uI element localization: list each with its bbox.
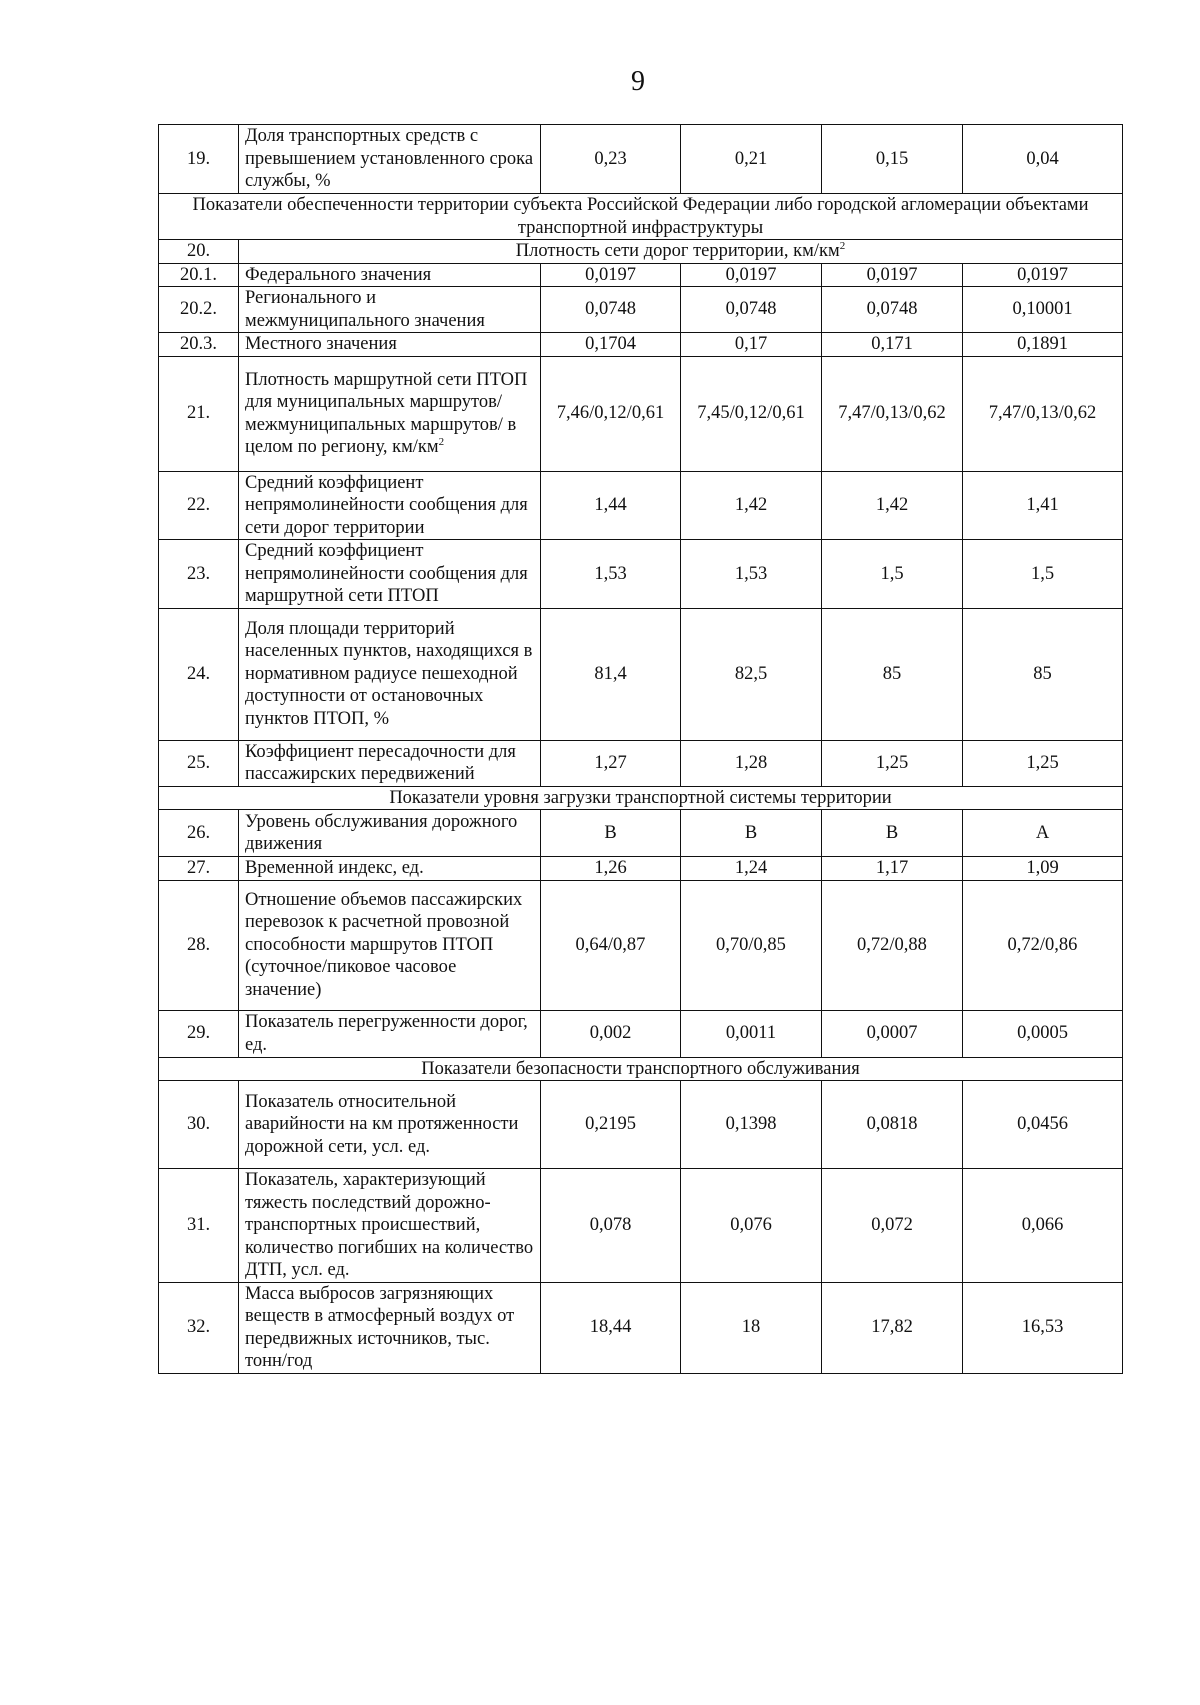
row-number: 22. [159, 471, 239, 540]
indicator-text: Средний коэффициент непрямолинейности сообщения для маршрутной сети ПТОП [245, 541, 528, 606]
row-number: 19. [159, 125, 239, 194]
value-cell: 1,27 [541, 740, 681, 786]
value-cell: 0,64/0,87 [541, 880, 681, 1010]
indicator-name [239, 540, 541, 609]
value-cell: 0,23 [541, 125, 681, 194]
indicator-name [239, 287, 541, 333]
value-cell: 1,24 [681, 857, 822, 881]
unit-superscript: 2 [438, 435, 445, 448]
value-cell: 85 [822, 608, 963, 740]
value-cell: 0,21 [681, 125, 822, 194]
table-row [159, 540, 1123, 609]
table-row [159, 333, 1123, 357]
row-number: 32. [159, 1282, 239, 1373]
value-cell: 18 [681, 1282, 822, 1373]
value-cell: 85 [963, 608, 1123, 740]
value-cell: 0,17 [681, 333, 822, 357]
value-cell: 1,09 [963, 857, 1123, 881]
indicator-name [239, 1169, 541, 1283]
indicators-table-body [159, 125, 1123, 1374]
subheader-text: Плотность сети дорог территории, км/км [515, 241, 840, 261]
section-title: Показатели обеспеченности территории субъекта Российской Федерации либо городской агломерации объектами транспортной инфраструктуры [159, 194, 1123, 240]
value-cell: 0,0748 [681, 287, 822, 333]
value-cell: 0,10001 [963, 287, 1123, 333]
indicator-text: Плотность маршрутной сети ПТОП для муниципальных маршрутов/ межмуниципальных маршрутов/ в целом по региону, км/км [245, 369, 528, 457]
indicator-name [239, 471, 541, 540]
table-row [159, 287, 1123, 333]
value-cell: 0,0748 [541, 287, 681, 333]
value-cell: 7,47/0,13/0,62 [963, 356, 1123, 471]
section-title: Показатели уровня загрузки транспортной системы территории [159, 786, 1123, 810]
indicator-text: Показатель относительной аварийности на км протяженности дорожной сети, усл. ед. [245, 1091, 519, 1157]
row-number: 25. [159, 740, 239, 786]
indicators-table [158, 124, 1123, 1374]
table-row [159, 810, 1123, 857]
table-row [159, 608, 1123, 740]
section-header-row [159, 1057, 1123, 1081]
value-cell: 1,25 [963, 740, 1123, 786]
value-cell: B [541, 810, 681, 857]
row-number: 20.2. [159, 287, 239, 333]
value-cell: 16,53 [963, 1282, 1123, 1373]
value-cell: 1,26 [541, 857, 681, 881]
value-cell: 0,0197 [822, 263, 963, 287]
row-number: 31. [159, 1169, 239, 1283]
section-header-row [159, 786, 1123, 810]
value-cell: 1,44 [541, 471, 681, 540]
indicator-name [239, 263, 541, 287]
value-cell: 1,42 [681, 471, 822, 540]
value-cell: 0,0818 [822, 1081, 963, 1169]
indicator-text: Средний коэффициент непрямолинейности сообщения для сети дорог территории [245, 472, 528, 538]
value-cell: 1,5 [963, 540, 1123, 609]
table-row [159, 857, 1123, 881]
value-cell: 1,25 [822, 740, 963, 786]
indicator-text: Уровень обслуживания дорожного движения [245, 811, 518, 854]
indicator-text: Временной индекс, ед. [245, 858, 424, 878]
row-number: 20.1. [159, 263, 239, 287]
value-cell: A [963, 810, 1123, 857]
row-number: 24. [159, 608, 239, 740]
value-cell: 0,0456 [963, 1081, 1123, 1169]
value-cell: 1,53 [541, 540, 681, 609]
value-cell: 7,46/0,12/0,61 [541, 356, 681, 471]
indicator-name [239, 880, 541, 1010]
indicator-name [239, 810, 541, 857]
indicator-name [239, 1010, 541, 1057]
section-header-row [159, 194, 1123, 240]
row-number: 20. [159, 240, 239, 264]
value-cell: 7,45/0,12/0,61 [681, 356, 822, 471]
value-cell: 82,5 [681, 608, 822, 740]
page-number: 9 [631, 66, 645, 97]
value-cell: 81,4 [541, 608, 681, 740]
row-number: 27. [159, 857, 239, 881]
indicator-name [239, 356, 541, 471]
subheader-title [239, 240, 1123, 264]
indicator-text: Федерального значения [245, 264, 432, 285]
table-row [159, 1010, 1123, 1057]
indicator-name [239, 740, 541, 786]
indicator-text: Отношение объемов пассажирских перевозок к расчетной провозной способности маршрутов ПТОП (суточное/пиковое часовое значение) [245, 889, 523, 1000]
value-cell: 0,0748 [822, 287, 963, 333]
value-cell: 0,0197 [963, 263, 1123, 287]
value-cell: 0,066 [963, 1169, 1123, 1283]
value-cell: 0,70/0,85 [681, 880, 822, 1010]
value-cell: 0,0007 [822, 1010, 963, 1057]
value-cell: 0,0011 [681, 1010, 822, 1057]
table-row [159, 125, 1123, 194]
value-cell: 0,171 [822, 333, 963, 357]
indicator-text: Местного значения [245, 334, 397, 354]
value-cell: 1,17 [822, 857, 963, 881]
row-number: 29. [159, 1010, 239, 1057]
indicator-text: Показатель перегруженности дорог, ед. [245, 1012, 528, 1055]
indicator-name [239, 608, 541, 740]
value-cell: 0,0197 [541, 263, 681, 287]
value-cell: 0,072 [822, 1169, 963, 1283]
indicator-text: Масса выбросов загрязняющих веществ в атмосферный воздух от передвижных источников, тыс. тонн/год [245, 1283, 515, 1371]
value-cell: 1,5 [822, 540, 963, 609]
table-row [159, 1282, 1123, 1373]
value-cell: B [681, 810, 822, 857]
value-cell: 0,078 [541, 1169, 681, 1283]
value-cell: 7,47/0,13/0,62 [822, 356, 963, 471]
value-cell: 0,1891 [963, 333, 1123, 357]
value-cell: 0,1704 [541, 333, 681, 357]
value-cell: 0,0005 [963, 1010, 1123, 1057]
row-number: 30. [159, 1081, 239, 1169]
subheader-row [159, 240, 1123, 264]
value-cell: 0,002 [541, 1010, 681, 1057]
value-cell: 0,076 [681, 1169, 822, 1283]
indicator-text: Доля транспортных средств с превышением установленного срока службы, % [245, 126, 534, 192]
table-row [159, 356, 1123, 471]
value-cell: 1,42 [822, 471, 963, 540]
value-cell: 1,28 [681, 740, 822, 786]
row-number: 23. [159, 540, 239, 609]
indicator-name [239, 125, 541, 194]
section-title: Показатели безопасности транспортного обслуживания [159, 1057, 1123, 1081]
indicator-name [239, 1081, 541, 1169]
value-cell: 1,41 [963, 471, 1123, 540]
value-cell: 17,82 [822, 1282, 963, 1373]
value-cell: 0,1398 [681, 1081, 822, 1169]
table-row [159, 1081, 1123, 1169]
indicator-text: Регионального и межмуниципального значения [245, 288, 485, 331]
row-number: 28. [159, 880, 239, 1010]
row-number: 26. [159, 810, 239, 857]
value-cell: 0,04 [963, 125, 1123, 194]
value-cell: 0,0197 [681, 263, 822, 287]
table-row [159, 740, 1123, 786]
value-cell: 0,72/0,86 [963, 880, 1123, 1010]
value-cell: B [822, 810, 963, 857]
table-row [159, 471, 1123, 540]
value-cell: 0,2195 [541, 1081, 681, 1169]
indicator-name [239, 857, 541, 881]
indicator-text: Коэффициент пересадочности для пассажирских передвижений [245, 741, 516, 784]
table-row [159, 263, 1123, 287]
unit-superscript: 2 [839, 239, 846, 252]
indicator-text: Показатель, характеризующий тяжесть последствий дорожно-транспортных происшествий, количество погибших на количество ДТП, усл. ед. [245, 1170, 534, 1280]
row-number: 21. [159, 356, 239, 471]
table-row [159, 880, 1123, 1010]
indicator-name [239, 333, 541, 357]
value-cell: 0,15 [822, 125, 963, 194]
value-cell: 1,53 [681, 540, 822, 609]
table-row [159, 1169, 1123, 1283]
indicator-name [239, 1282, 541, 1373]
value-cell: 18,44 [541, 1282, 681, 1373]
value-cell: 0,72/0,88 [822, 880, 963, 1010]
indicator-text: Доля площади территорий населенных пунктов, находящихся в нормативном радиусе пешеходной доступности от остановочных пунктов ПТОП, % [245, 618, 533, 729]
row-number: 20.3. [159, 333, 239, 357]
